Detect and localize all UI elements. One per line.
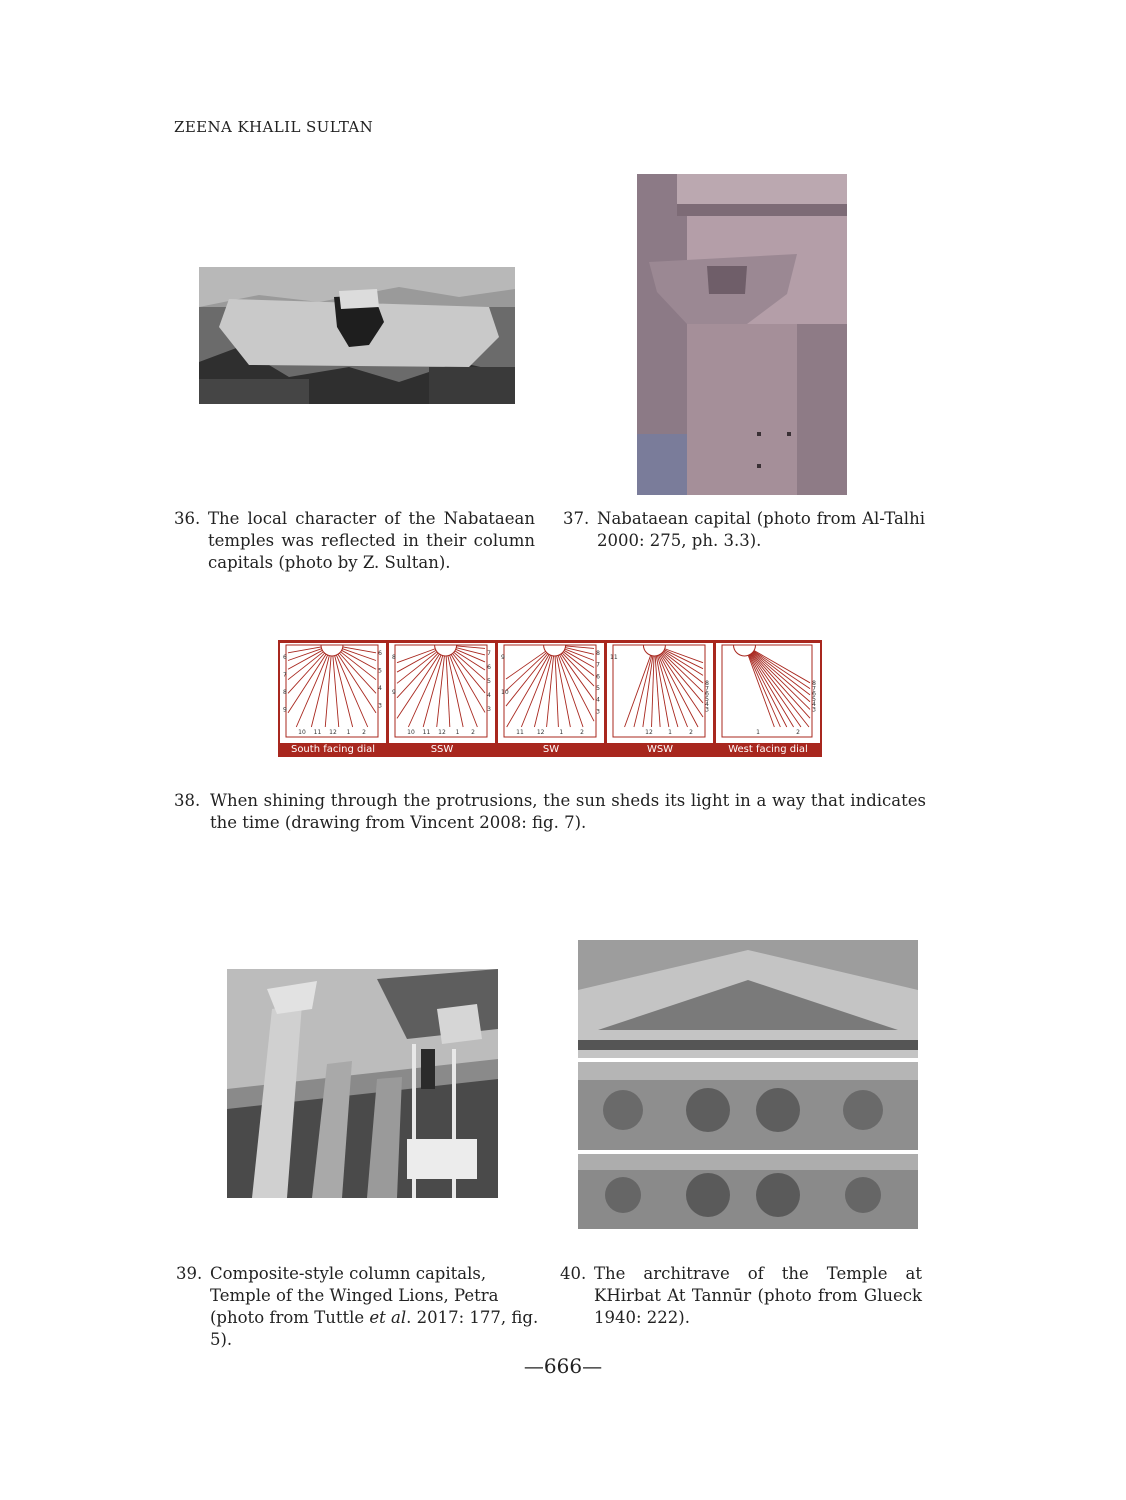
hour-line [397, 649, 435, 663]
hour-label: 4 [378, 685, 382, 692]
hour-line [634, 656, 652, 727]
hour-line [397, 654, 440, 718]
hour-line [336, 655, 367, 727]
hour-line [338, 654, 376, 713]
hour-label: 5 [596, 685, 600, 692]
caption-text-end: . 2017: 177, fig. 5). [210, 1308, 539, 1349]
hour-label: 7 [812, 685, 816, 693]
hour-label: 5 [487, 678, 491, 685]
caption-number: 40. [560, 1264, 587, 1283]
figure-38-sundial-drawing [278, 640, 822, 757]
hour-label: 7 [705, 685, 709, 693]
dial-label-sw: SW [542, 744, 560, 755]
hour-line [555, 656, 558, 727]
hour-line [752, 653, 810, 718]
hour-line [751, 654, 809, 727]
sundial-svg [498, 643, 604, 743]
hour-label: 1 [559, 729, 564, 736]
hour-line [288, 649, 322, 661]
hour-label: 3 [378, 702, 382, 710]
hour-line [454, 652, 485, 680]
caption-figure-36 [174, 508, 536, 576]
hour-label: 7 [596, 661, 600, 669]
dial-label-ssw: SSW [430, 744, 454, 755]
hour-label: 2 [796, 729, 800, 736]
hour-label: 5 [705, 695, 709, 703]
caption-text-main: Composite-style column capitals, Temple of the Winged Lions, Petra (photo from Tuttle [210, 1264, 499, 1327]
hour-line [506, 651, 546, 679]
hour-line [408, 655, 441, 727]
hour-label: 5 [812, 695, 816, 703]
hour-label: 1 [756, 729, 760, 736]
hour-line [547, 656, 554, 727]
hour-line [507, 654, 549, 727]
hour-line [437, 656, 445, 727]
hour-label: 8 [283, 689, 287, 696]
hour-line [652, 656, 654, 727]
hour-label: 7 [283, 671, 287, 679]
winged-lions-columns-image [227, 969, 498, 1198]
running-header: ZEENA KHALIL SULTAN [174, 118, 374, 136]
caption-number: 36. [174, 509, 201, 528]
hour-line [752, 653, 810, 710]
caption-number: 38. [174, 791, 201, 810]
hour-label: 1 [346, 729, 351, 736]
hour-line [335, 656, 353, 727]
hour-label: 12 [438, 729, 446, 736]
sundial-svg [607, 643, 713, 743]
hour-label: 12 [536, 729, 545, 736]
hour-line [657, 656, 677, 727]
caption-number: 37. [563, 509, 590, 528]
hour-label: 3 [705, 706, 709, 714]
hour-label: 12 [329, 729, 337, 736]
hour-label: 11 [610, 654, 618, 661]
hour-line [660, 655, 698, 727]
caption-text: The architrave of the Temple at KHirbat At Tannūr (photo from Glueck 1940: 222). [594, 1264, 922, 1327]
sundial-svg [716, 643, 820, 743]
figure-37-photo [637, 174, 847, 495]
hour-label: 6 [487, 664, 491, 671]
capital-stone-image [199, 267, 515, 404]
hour-label: 4 [705, 701, 709, 708]
hour-line [311, 656, 329, 727]
hour-label: 6 [705, 690, 709, 698]
hour-label: 7 [487, 650, 491, 657]
hour-label: 8 [812, 680, 816, 687]
hour-label: 9 [283, 706, 287, 714]
hour-label: 1 [668, 729, 672, 736]
hour-line [288, 647, 321, 653]
hour-label: 11 [516, 729, 524, 736]
hour-label: 6 [283, 654, 287, 661]
hour-label: 8 [596, 650, 600, 657]
hour-line [342, 649, 376, 661]
caption-text: When shining through the protrusions, the sun sheds its light in a way that indicates the time (drawing from Vincent 2008: fig. 7). [210, 791, 926, 832]
hour-line [521, 655, 550, 727]
nabataean-capital-image [637, 174, 847, 495]
hour-line [558, 655, 583, 727]
hour-line [557, 656, 571, 727]
hour-label: 2 [689, 729, 693, 736]
hour-line [643, 656, 653, 727]
hour-label: 6 [596, 673, 600, 681]
caption-text-italic: et al [369, 1308, 407, 1327]
caption-figure-40 [560, 1263, 922, 1327]
hour-label: 11 [422, 729, 431, 736]
tannur-architrave-image [578, 940, 918, 1229]
hour-label: 8 [705, 680, 709, 687]
sundial-panel-south [280, 643, 386, 743]
sundial-panel-wsw [607, 643, 713, 743]
figure-40-photo [578, 940, 918, 1229]
hour-label: 8 [392, 654, 396, 661]
hour-line [655, 656, 660, 727]
figure-39-photo [227, 969, 498, 1198]
dial-label-west: West facing dial [728, 744, 808, 755]
hour-line [296, 655, 327, 727]
caption-number: 39. [176, 1264, 203, 1283]
hour-label: 1 [455, 729, 460, 736]
hour-label: 6 [378, 650, 382, 657]
hour-label: 3 [487, 706, 491, 713]
sundial-panel-sw [498, 643, 604, 743]
caption-text: The local character of the Nabataean temples was reflected in their column capitals (photo by Z. Sultan). [208, 509, 535, 572]
hour-label: 9 [501, 654, 505, 661]
caption-figure-39 [176, 1263, 542, 1349]
hour-label: 4 [596, 696, 600, 704]
sundial-panel-west [716, 643, 820, 743]
dial-frame [286, 645, 378, 737]
hour-label: 4 [487, 692, 491, 699]
caption-figure-37 [563, 508, 925, 554]
hour-label: 6 [812, 690, 816, 698]
caption-text [210, 1263, 540, 1351]
hour-line [288, 654, 326, 713]
hour-label: 11 [313, 729, 322, 736]
hour-line [450, 655, 478, 727]
hour-line [457, 646, 485, 648]
hour-label: 3 [596, 708, 600, 716]
dial-label-south: South facing dial [290, 744, 376, 755]
hour-label: 10 [298, 729, 306, 736]
hour-label: 2 [362, 729, 366, 736]
sundial-svg [389, 643, 495, 743]
hour-line [566, 646, 594, 648]
caption-figure-38 [174, 790, 926, 836]
hour-label: 2 [471, 729, 475, 736]
hour-label: 9 [392, 689, 396, 696]
hour-line [625, 655, 651, 727]
hour-line [446, 656, 450, 727]
page-number: —666— [523, 1354, 603, 1378]
hour-label: 4 [812, 701, 816, 708]
hour-label: 5 [378, 667, 382, 675]
hour-label: 3 [812, 706, 816, 714]
hour-label: 12 [645, 729, 653, 736]
hour-line [664, 650, 703, 669]
hour-line [343, 647, 376, 653]
sundial-panel-ssw [389, 643, 495, 743]
hour-label: 10 [407, 729, 415, 736]
figure-36-photo [199, 267, 515, 404]
dial-label-wsw: WSW [646, 744, 674, 755]
caption-text: Nabataean capital (photo from Al-Talhi 2000: 275, ph. 3.3). [597, 509, 925, 550]
hour-line [506, 653, 547, 691]
gnomon-arc [321, 645, 343, 656]
sundial-svg [280, 643, 386, 743]
hour-line [656, 656, 669, 727]
hour-label: 10 [501, 689, 509, 696]
hour-line [448, 656, 463, 727]
hour-label: 2 [580, 729, 584, 736]
